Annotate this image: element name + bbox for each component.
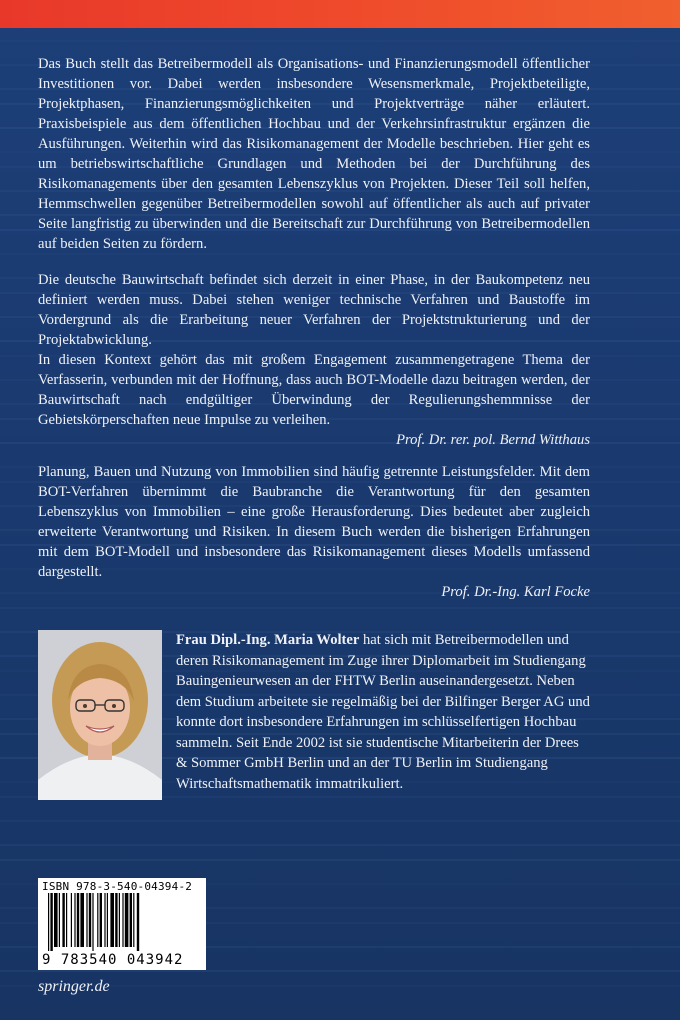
description-text: Das Buch stellt das Betreibermodell als Organisations- und Finanzierungsmodell öffentlicher Investitionen vor. Dabei werden insbesondere Wesensmerkmale, Projektbeteiligte, Projektphasen, Finanzierungsmöglichkeiten und Projektverträge näher erläutert. Praxisbeispiele aus dem öffentlichen Hochbau und der Verkehrsinfrastruktur ergänzen die Ausführungen. Weiterhin wird das Risikomanagement der Modelle beschrieben. Hier geht es um betriebswirtschaftliche Grundlagen und Methoden bei der Durchführung des Risikomanagements über den gesamten Lebenszyklus von Projekten. Dieser Teil soll helfen, Hemmschwellen gegenüber Betreibermodellen sowohl auf öffentlicher als auch auf privater Seite langfristig zu überwinden und die Bereitschaft zur Durchführung von Betreibermodellen auf beiden Seiten zu fördern.: [38, 56, 590, 252]
author-name: Frau Dipl.-Ing. Maria Wolter: [176, 632, 360, 648]
texture-stripe: [0, 820, 680, 822]
barcode-bar: [133, 893, 134, 947]
barcode-bar: [80, 893, 84, 947]
ean-number: 9 783540 043942: [42, 952, 184, 968]
barcode-bar: [130, 893, 132, 947]
review-focke-text: Planung, Bauen und Nutzung von Immobilien sind häufig getrennte Leistungsfelder. Mit dem BOT-Verfahren übernimmt die Baubranche die Verantwortung für den gesamten Lebenszyklus von Immobilien – eine große Herausforderung. Dies bedeutet aber zugleich erweiterte Verantwortung und Risiken. In diesem Buch werden die bisherigen Erfahrungen mit dem BOT-Modell und insbesondere das Risikomanagement dieses Modells umfassend dargestellt.: [38, 464, 590, 580]
barcode-bars: [48, 893, 198, 951]
barcode-bar: [104, 893, 105, 947]
barcode-bar: [62, 893, 64, 947]
signature-witthaus: Prof. Dr. rer. pol. Bernd Witthaus: [396, 432, 590, 448]
review-witthaus-text-1: Die deutsche Bauwirtschaft befindet sich derzeit in einer Phase, in der Baukompetenz neu definiert werden muss. Dabei stehen weniger technische Verfahren und Baustoffe im Vordergrund als die Erarbeitung neuer Verfahren der Projektstrukturierung und der Projektabwicklung.: [38, 272, 590, 348]
barcode-bar: [59, 893, 60, 947]
texture-stripe: [0, 970, 680, 972]
barcode-bar: [110, 893, 114, 947]
barcode-bar: [54, 893, 58, 947]
barcode-bar: [74, 893, 75, 947]
barcode-bar: [89, 893, 91, 947]
barcode-bar: [77, 893, 79, 947]
barcode-bar: [122, 893, 123, 947]
barcode-bar: [125, 893, 129, 947]
barcode-bar: [50, 893, 52, 951]
isbn-text: ISBN 978-3-540-04394-2: [42, 880, 193, 893]
barcode-bar: [115, 893, 117, 947]
isbn-barcode: [38, 878, 206, 970]
barcode-bar: [92, 893, 93, 951]
texture-stripe: [0, 40, 680, 42]
signature-focke: Prof. Dr.-Ing. Karl Focke: [441, 584, 590, 600]
publisher-website[interactable]: springer.de: [38, 978, 110, 995]
author-bio-text: hat sich mit Betreibermodellen und deren Risikomanagement im Zuge ihrer Diplomarbeit im Studiengang Bauingenieurwesen an der FHTW Berlin auseinandergesetzt. Neben dem Studium arbeitete sie regelmäßig bei der Bilfinger Berger AG und konnte dort insbesondere Erfahrungen im schlüsselfertigen Hochbau sammeln. Seit Ende 2002 ist sie studentische Mitarbeiterin der Drees & Sommer GmbH Berlin und an der TU Berlin im Studiengang Wirtschaftsmathematik immatrikuliert.: [176, 632, 590, 792]
review-witthaus-text-2: In diesen Kontext gehört das mit großem Engagement zusammengetragene Thema der Verfasserin, verbunden mit der Hoffnung, dass auch BOT-Modelle dazu beitragen werden, der Bauwirtschaft nach endgültiger Überwindung der Regulierungshemmnisse der Gebietskörperschaften neue Impulse zu verleihen.: [38, 352, 590, 428]
author-photo: [38, 630, 162, 800]
texture-stripe: [0, 844, 680, 846]
barcode-bar: [137, 893, 139, 951]
review-focke: [38, 462, 590, 602]
barcode-bar: [119, 893, 120, 947]
barcode-bar: [71, 893, 72, 947]
texture-stripe: [0, 607, 680, 609]
barcode-bar: [100, 893, 102, 947]
texture-stripe: [0, 859, 680, 861]
barcode-bar: [107, 893, 108, 947]
author-bio: [176, 630, 592, 794]
review-witthaus: [38, 270, 590, 450]
top-color-band: [0, 0, 680, 28]
barcode-bar: [48, 893, 49, 951]
barcode-bar: [86, 893, 87, 947]
description-paragraph: [38, 54, 590, 254]
barcode-bar: [97, 893, 98, 947]
author-portrait: [38, 630, 162, 800]
barcode-bar: [66, 893, 67, 947]
